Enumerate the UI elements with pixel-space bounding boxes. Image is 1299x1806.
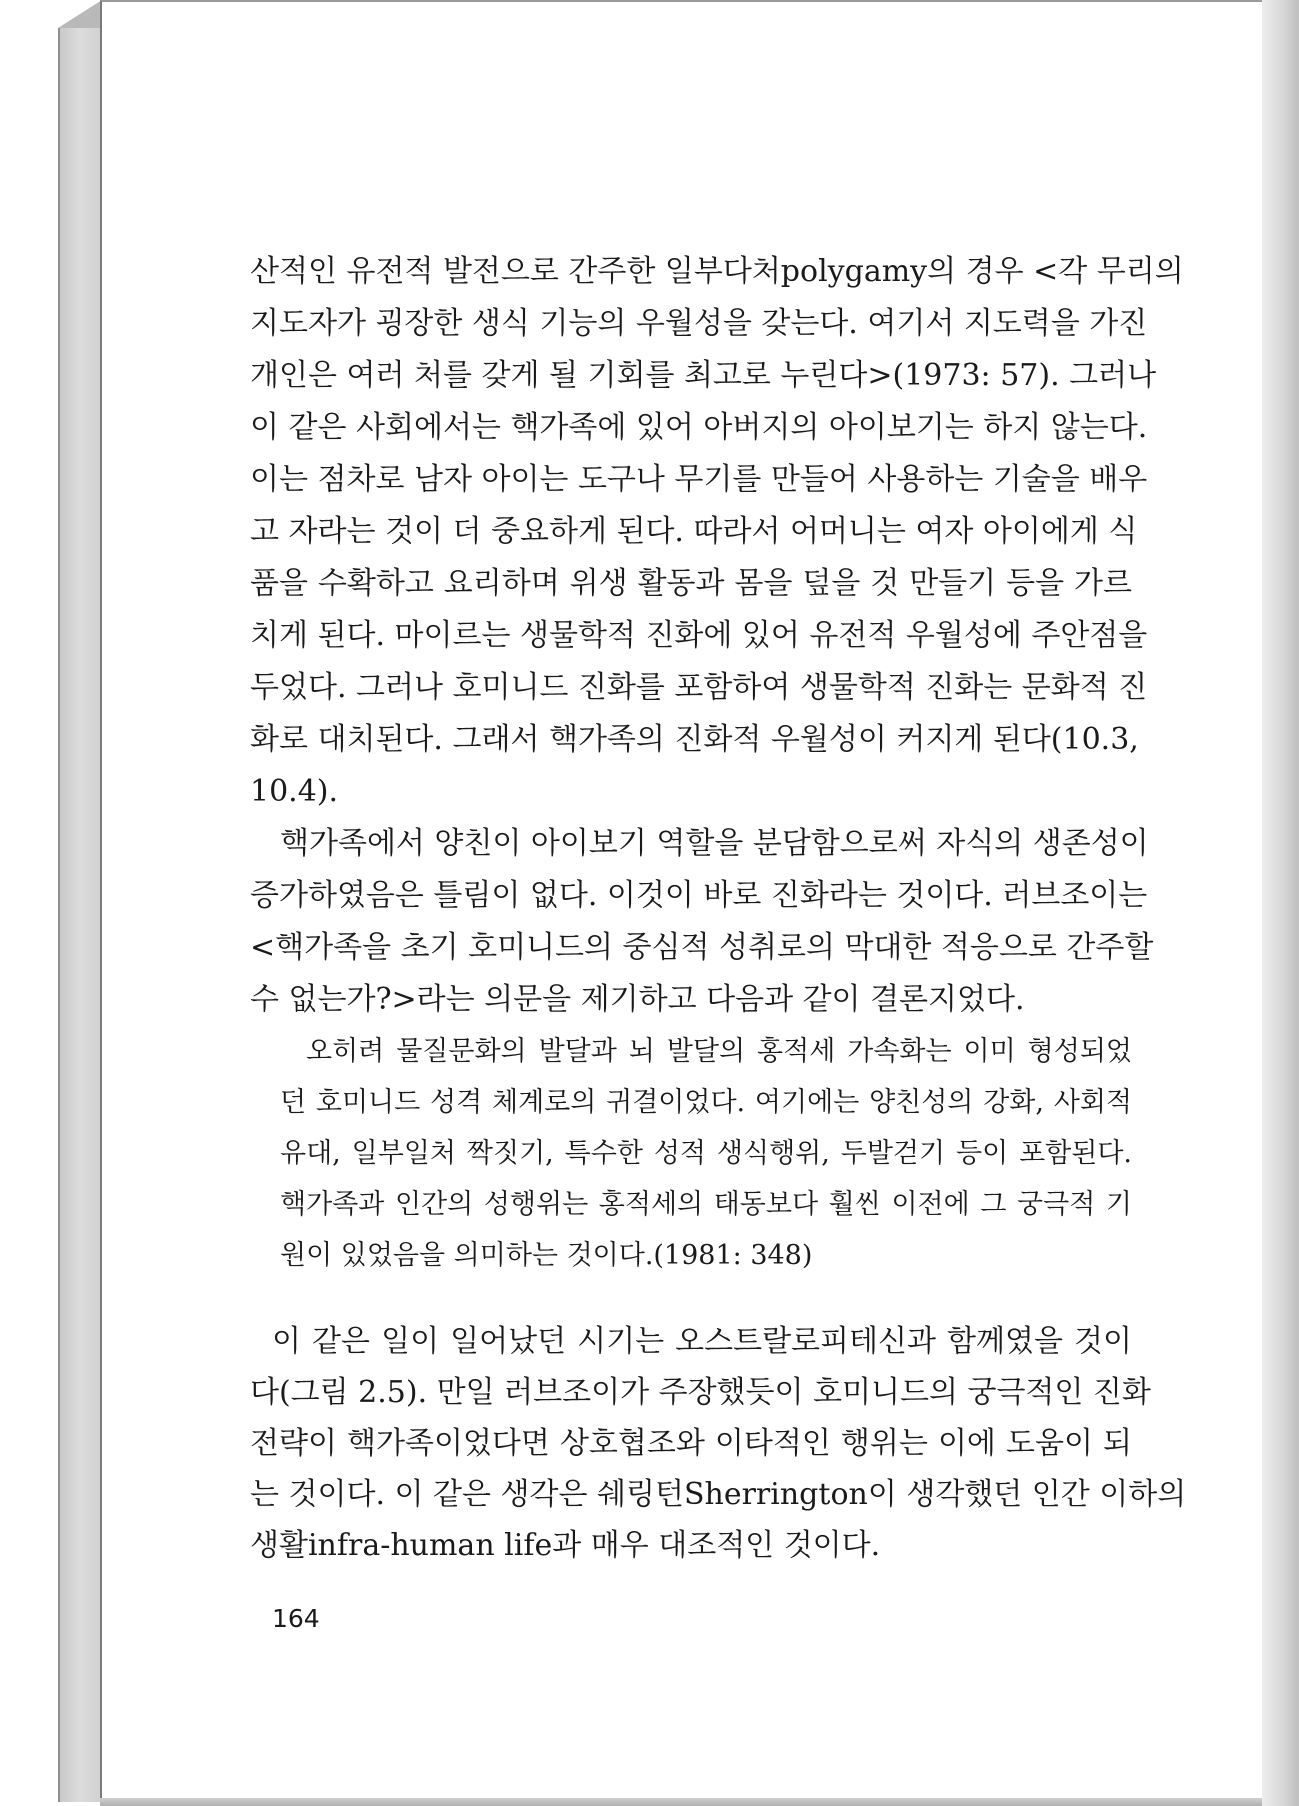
- text-line: 화로 대치된다. 그래서 핵가족의 진화적 우월성이 커지게 된다(10.3,: [250, 722, 1139, 757]
- quote-line: 오히려 물질문화의 발달과 뇌 발달의 홍적세 가속화는 이미 형성되었: [306, 1036, 1132, 1067]
- text-line: 개인은 여러 처를 갖게 될 기회를 최고로 누린다>(1973: 57). 그러나: [250, 358, 1157, 393]
- quote-line: 핵가족과 인간의 성행위는 홍적세의 태동보다 훨씬 이전에 그 궁극적 기: [280, 1189, 1132, 1220]
- page-bottom-edge: [100, 1798, 1262, 1806]
- text-line: 전략이 핵가족이었다면 상호협조와 이타적인 행위는 이에 도움이 되: [250, 1426, 1132, 1461]
- text-line: 치게 된다. 마이르는 생물학적 진화에 있어 유전적 우월성에 주안점을: [250, 618, 1148, 653]
- text-line: <핵가족을 초기 호미니드의 중심적 성취로의 막대한 적응으로 간주할: [250, 930, 1154, 965]
- text-line: 증가하였음은 틀림이 없다. 이것이 바로 진화라는 것이다. 러브조이는: [250, 878, 1148, 913]
- text-line: 품을 수확하고 요리하며 위생 활동과 몸을 덮을 것 만들기 등을 가르: [250, 566, 1132, 601]
- text-line: 이는 점차로 남자 아이는 도구나 무기를 만들어 사용하는 기술을 배우: [250, 462, 1148, 497]
- quote-line: 원이 있었음을 의미하는 것이다.(1981: 348): [280, 1240, 813, 1271]
- book-spine: [58, 28, 104, 1802]
- page-edge-shadow: [1262, 0, 1299, 1806]
- text-line: 다(그림 2.5). 만일 러브조이가 주장했듯이 호미니드의 궁극적인 진화: [250, 1375, 1151, 1410]
- text-line: 지도자가 굉장한 생식 기능의 우월성을 갖는다. 여기서 지도력을 가진: [250, 306, 1148, 341]
- text-line: 이 같은 사회에서는 핵가족에 있어 아버지의 아이보기는 하지 않는다.: [250, 410, 1148, 445]
- book-spine-top: [58, 0, 102, 28]
- text-line: 두었다. 그러나 호미니드 진화를 포함하여 생물학적 진화는 문화적 진: [250, 670, 1148, 705]
- page-number: 164: [272, 1604, 320, 1633]
- block-quote: [280, 1026, 1132, 1281]
- after-quote-text: [250, 1316, 1187, 1571]
- text-line: 핵가족에서 양친이 아이보기 역할을 분담함으로써 자식의 생존성이: [280, 826, 1149, 861]
- text-line: 이 같은 일이 일어났던 시기는 오스트랄로피테신과 함께였을 것이: [272, 1324, 1132, 1359]
- quote-line: 유대, 일부일처 짝짓기, 특수한 성적 생식행위, 두발걷기 등이 포함된다.: [280, 1138, 1132, 1169]
- text-line: 는 것이다. 이 같은 생각은 쉐링턴Sherrington이 생각했던 인간 이하의: [250, 1477, 1187, 1512]
- text-line: 산적인 유전적 발전으로 간주한 일부다처polygamy의 경우 <각 무리의: [250, 254, 1184, 289]
- main-text: [250, 246, 1184, 1026]
- quote-line: 던 호미니드 성격 체계로의 귀결이었다. 여기에는 양친성의 강화, 사회적: [280, 1087, 1132, 1118]
- text-line: 10.4).: [250, 774, 339, 809]
- text-line: 생활infra-human life과 매우 대조적인 것이다.: [250, 1528, 881, 1563]
- text-line: 고 자라는 것이 더 중요하게 된다. 따라서 어머니는 여자 아이에게 식: [250, 514, 1138, 549]
- text-line: 수 없는가?>라는 의문을 제기하고 다음과 같이 결론지었다.: [250, 982, 1025, 1017]
